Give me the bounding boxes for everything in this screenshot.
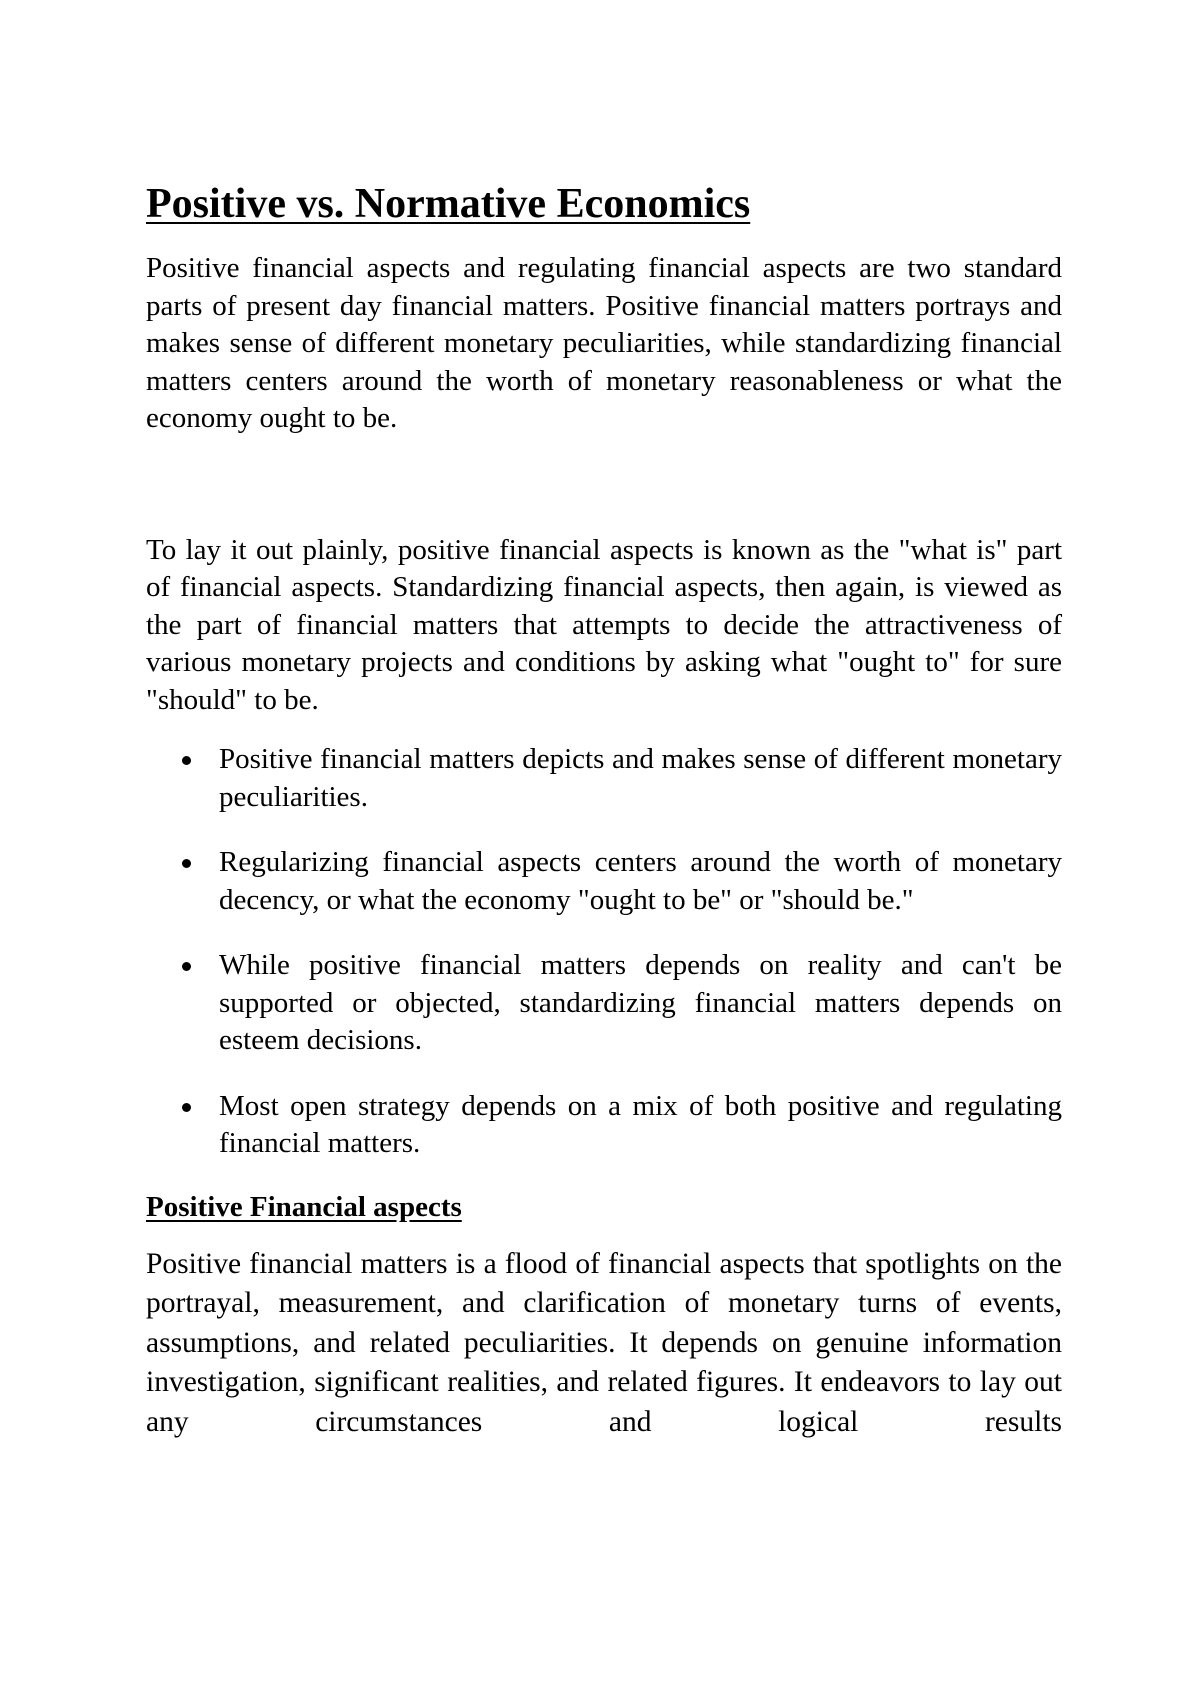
list-item-text: While positive financial matters depends on reality and can't be supported or objected, standardizing financial matters depends on esteem decisions.: [219, 949, 1062, 1056]
intro-paragraph: Positive financial aspects and regulating financial aspects are two standard parts of present day financial matters. Positive financial matters portrays and makes sense of different monetary peculiarities, while standardizing financial matters centers around the worth of monetary reasonableness or what the economy ought to be.: [146, 252, 1062, 434]
bullet-icon: [182, 859, 191, 868]
list-item: [146, 844, 1062, 919]
list-item-text: Regularizing financial aspects centers around the worth of monetary decency, or what the economy "ought to be" or "should be.": [219, 846, 1062, 916]
list-item: [146, 741, 1062, 816]
explanation-paragraph: To lay it out plainly, positive financial aspects is known as the "what is" part of financial aspects. Standardizing financial aspects, then again, is viewed as the part of financial matters that attempts to decide the attractiveness of various monetary projects and conditions by asking what "ought to" for sure "should" to be.: [146, 533, 1062, 716]
document-page: [146, 176, 1062, 1442]
list-item-text: Positive financial matters depicts and makes sense of different monetary peculiarities.: [219, 743, 1062, 813]
section-paragraph: Positive financial matters is a flood of financial aspects that spotlights on the portrayal, measurement, and clarification of monetary turns of events, assumptions, and related peculiarities. It depends on genuine information investigation, significant realities, and related figures. It endeavors to lay out any circumstances and logical results: [146, 1247, 1062, 1438]
list-item: [146, 1088, 1062, 1163]
document-title: Positive vs. Normative Economics: [146, 181, 751, 227]
list-item-text: Most open strategy depends on a mix of both positive and regulating financial matters.: [219, 1089, 1062, 1159]
bullet-icon: [182, 756, 191, 765]
bullet-icon: [182, 1103, 191, 1112]
key-points-list: [146, 741, 1062, 1163]
bullet-icon: [182, 962, 191, 971]
list-item: [146, 947, 1062, 1060]
section-heading: Positive Financial aspects: [146, 1190, 462, 1223]
